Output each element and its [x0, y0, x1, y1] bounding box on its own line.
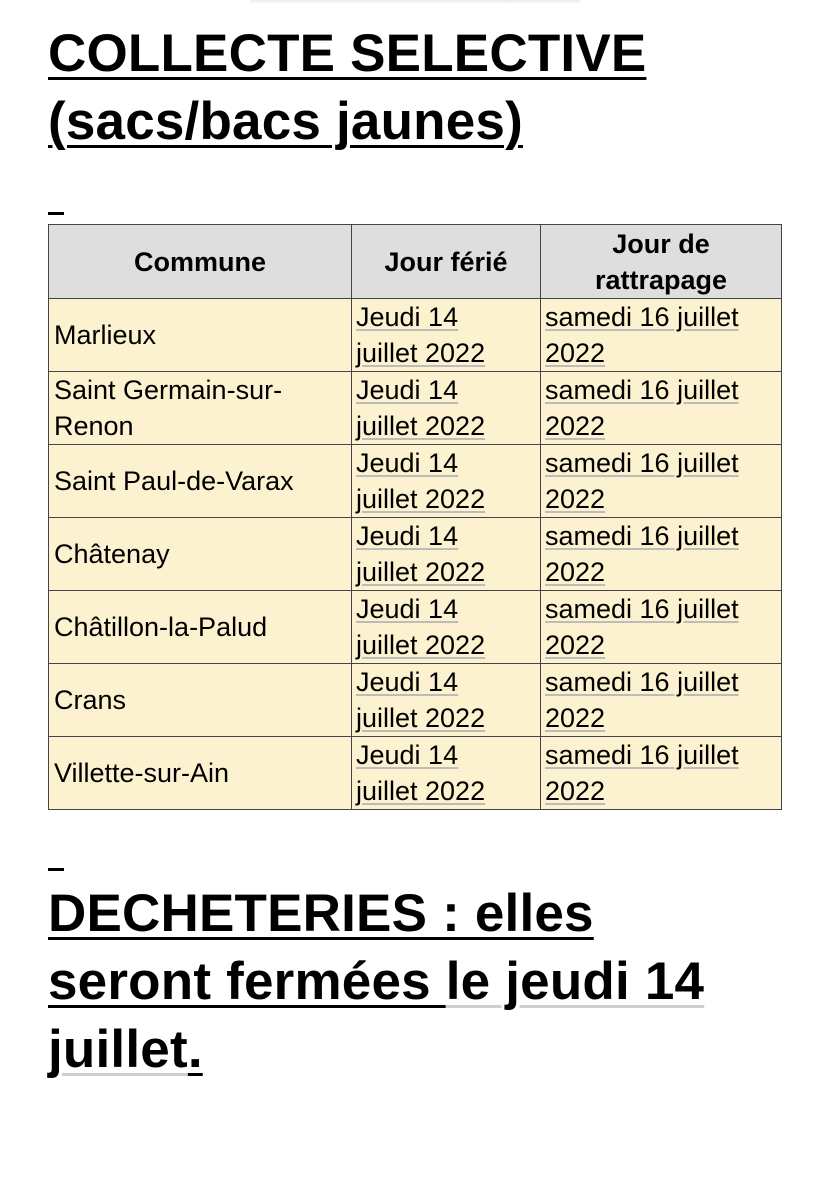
jour-rattrapage-line-2: 2022 [545, 703, 606, 733]
jour-ferie-line-1: Jeudi 14 [356, 375, 459, 405]
jour-ferie-line-1: Jeudi 14 [356, 521, 459, 551]
jour-rattrapage-line-2: 2022 [545, 557, 606, 587]
cell-commune [49, 299, 352, 372]
heading2-part-5: . [187, 1020, 203, 1079]
cell-jour-ferie [352, 664, 541, 737]
jour-ferie-line-2: juillet 2022 [356, 484, 486, 514]
jour-rattrapage-line-2: 2022 [545, 630, 606, 660]
collection-schedule-table [48, 224, 782, 810]
cell-jour-rattrapage [541, 445, 782, 518]
cell-jour-ferie [352, 372, 541, 445]
jour-ferie-line-2: juillet 2022 [356, 557, 486, 587]
empty-paragraph-marker [48, 868, 64, 871]
jour-ferie-line-1: Jeudi 14 [356, 448, 459, 478]
cell-commune [49, 445, 352, 518]
jour-rattrapage-line-1: samedi 16 juillet [545, 521, 739, 551]
jour-ferie-line-1: Jeudi 14 [356, 594, 459, 624]
empty-paragraph-marker [48, 212, 64, 215]
jour-rattrapage-line-2: 2022 [545, 776, 606, 806]
cell-jour-rattrapage [541, 591, 782, 664]
jour-rattrapage-line-1: samedi 16 juillet [545, 375, 739, 405]
cell-jour-ferie [352, 518, 541, 591]
table-row [49, 299, 782, 372]
commune-line-1: Châtenay [54, 539, 170, 569]
heading-decheteries [48, 880, 704, 1084]
heading2-part-1: DECHETERIES : elles [48, 884, 594, 943]
cell-jour-ferie [352, 445, 541, 518]
table-row [49, 372, 782, 445]
table-row [49, 518, 782, 591]
cell-jour-rattrapage [541, 299, 782, 372]
commune-line-1: Villette-sur-Ain [54, 758, 230, 788]
jour-ferie-line-1: Jeudi 14 [356, 740, 459, 770]
heading-line-1: COLLECTE SELECTIVE [48, 24, 647, 83]
jour-ferie-line-1: Jeudi 14 [356, 302, 459, 332]
cell-jour-ferie [352, 591, 541, 664]
heading-line-2: (sacs/bacs jaunes) [48, 92, 523, 151]
jour-ferie-line-2: juillet 2022 [356, 630, 486, 660]
jour-ferie-line-2: juillet 2022 [356, 776, 486, 806]
jour-ferie-line-1: Jeudi 14 [356, 667, 459, 697]
commune-line-2: Renon [54, 411, 134, 441]
cell-commune [49, 372, 352, 445]
cell-jour-rattrapage [541, 372, 782, 445]
header-rattrapage-line-1: Jour de [612, 228, 710, 259]
table-row [49, 591, 782, 664]
header-commune: Commune [49, 225, 352, 299]
commune-line-1: Saint Paul-de-Varax [54, 466, 294, 496]
commune-line-1: Marlieux [54, 320, 157, 350]
jour-rattrapage-line-2: 2022 [545, 411, 606, 441]
heading2-part-3: le jeudi 14 [445, 952, 705, 1011]
jour-rattrapage-line-2: 2022 [545, 484, 606, 514]
cell-jour-rattrapage [541, 664, 782, 737]
table-header-row [49, 225, 782, 299]
jour-rattrapage-line-1: samedi 16 juillet [545, 740, 739, 770]
table-row [49, 737, 782, 810]
header-rattrapage-line-2: rattrapage [594, 264, 728, 295]
cell-commune [49, 518, 352, 591]
jour-rattrapage-line-1: samedi 16 juillet [545, 448, 739, 478]
heading-collecte-selective [48, 20, 646, 156]
jour-rattrapage-line-1: samedi 16 juillet [545, 667, 739, 697]
cell-commune [49, 591, 352, 664]
jour-ferie-line-2: juillet 2022 [356, 338, 486, 368]
cell-jour-ferie [352, 737, 541, 810]
table-row [49, 445, 782, 518]
commune-line-1: Crans [54, 685, 127, 715]
top-edge-shadow [250, 0, 580, 4]
cell-jour-rattrapage [541, 737, 782, 810]
cell-commune [49, 737, 352, 810]
jour-rattrapage-line-1: samedi 16 juillet [545, 302, 739, 332]
header-jour-rattrapage [541, 225, 782, 299]
jour-ferie-line-2: juillet 2022 [356, 703, 486, 733]
header-jour-ferie: Jour férié [352, 225, 541, 299]
table-row [49, 664, 782, 737]
commune-line-1: Saint Germain-sur- [54, 375, 283, 405]
jour-rattrapage-line-1: samedi 16 juillet [545, 594, 739, 624]
cell-jour-ferie [352, 299, 541, 372]
commune-line-1: Châtillon-la-Palud [54, 612, 268, 642]
cell-commune [49, 664, 352, 737]
heading2-part-4: juillet [48, 1020, 188, 1079]
jour-ferie-line-2: juillet 2022 [356, 411, 486, 441]
cell-jour-rattrapage [541, 518, 782, 591]
heading2-part-2: seront fermées [48, 952, 446, 1011]
jour-rattrapage-line-2: 2022 [545, 338, 606, 368]
